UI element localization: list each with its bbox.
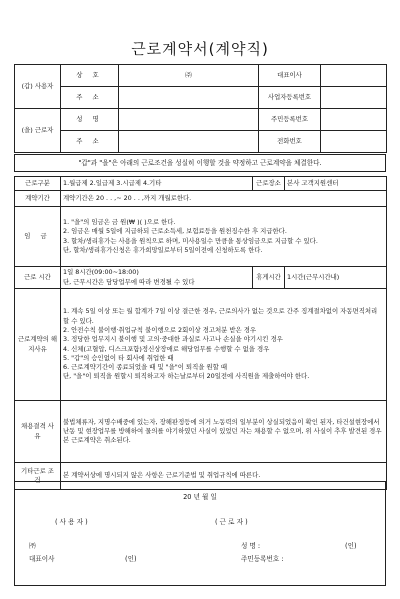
wage-line: 1. "을"의 임금은 금 원(₩ )( )으로 한다. [63,217,176,226]
party-b-phone-value[interactable] [321,131,387,153]
party-b-address-value[interactable] [119,131,259,153]
party-a-bizno-label: 사업자등록번호 [259,87,321,109]
termination-terms [61,289,387,401]
work-place-label: 근로장소 [253,177,285,191]
wage-line: 2. 임금은 매월 5일에 지급하되 근로소득세, 보험료등을 원천징수한 후 지급한다. [63,227,287,236]
party-b-section: (을) 근로자 [15,109,61,153]
disqualification-label: 채용결격 사 유 [15,401,61,463]
wage-label: 임 금 [15,207,61,267]
other-terms-label: 기타근로 조 건 [15,463,61,490]
employer-seal: (인) [125,555,137,563]
signature-date[interactable]: 20 년 월 일 [183,493,217,501]
party-b-address-label: 주 소 [61,131,119,153]
break-value: 1시간(근무시간내) [285,267,387,289]
party-a-bizno-value[interactable] [321,87,387,109]
break-label: 휴게시간 [253,267,285,289]
party-a-rep-value[interactable] [321,65,387,87]
party-b-id-label: 주민등록번호 [259,109,321,131]
employee-id-label: 주민등록번호 : [241,555,284,563]
termination-line: 5. "갑"의 승인없이 타 회사에 취업한 때 [63,353,174,362]
party-a-company-label: 상 호 [61,65,119,87]
hours-terms [61,267,253,289]
termination-line: 2. 안전수칙 불이행·취업규칙 불이행으로 2회이상 경고처분 받은 경우 [63,325,257,334]
termination-line: 4. 신체(고혈압, 디스크포함)정신상장애로 해당업무를 수행할 수 없을 경우 [63,344,270,353]
employer-company[interactable]: ㈜ [29,542,36,550]
period-value[interactable]: 계약기간은 20 . . ,~ 20 . . ,까지 개월로한다. [61,191,387,207]
termination-line: 6. 근로계약기간이 종료되었을 때 및 "을"이 퇴직을 원할 때 [63,363,228,372]
party-a-rep-label: 대표이사 [259,65,321,87]
signature-block [14,481,386,586]
party-a-section: (갑) 사용자 [15,65,61,109]
party-b-id-value[interactable] [321,109,387,131]
termination-label: 근로계약의 해지사유 [15,289,61,401]
terms-table [14,176,387,490]
termination-line: 3. 정당한 업무지시 불이행 및 고의·중대한 과실로 사고나 손실을 야기시킨 경우 [63,335,283,344]
party-a-address-label: 주 소 [61,87,119,109]
hours-label: 근로 시간 [15,267,61,289]
work-type-label: 근로구분 [15,177,61,191]
wage-terms [61,207,387,267]
party-b-name-value[interactable] [119,109,259,131]
party-b-name-label: 성 명 [61,109,119,131]
hours-line: 1일 8시간(09:00~18:00) [63,268,139,277]
period-label: 계약기간 [15,191,61,207]
employer-heading: ( 사 용 자 ) [55,518,88,526]
termination-line: 단, "을"이 퇴직을 원할시 퇴직하고자 하는날로부터 20일전에 사직원을 제출하여야 한다. [63,372,310,381]
wage-line: 3. 할차/생리휴가는 사용을 원칙으로 하며, 미사용일수 만큼을 통상임금으로 지급할 수 있다. [63,236,318,245]
party-table [14,64,387,153]
document-title: 근로계약서(계약직) [131,40,269,58]
employee-seal: (인) [345,542,357,550]
disqualification-text: 불법체류자, 지명수배중에 있는자, 장해판정등에 의거 노동력의 일부분이 상실되었음이 확인 된자, 타건설현장에서 난동 및 현장업무를 방해하여 물의를 야기하였던 사실이 있었던 자는 채용할 수 없으며, 위 사실이 추후 발견된 경우 본 근로계약은 취소된다. [61,401,387,463]
termination-line: 1. 계속 5일 이상 또는 월 합계가 7일 이상 결근한 경우, 근로의사가 없는 것으로 간주 징계절차없이 자동면직처리 할 수 있다. [63,307,378,325]
employee-heading: ( 근 로 자 ) [215,518,248,526]
wage-line: 단, 할차/생리휴가신청은 휴가희망일로부터 5일이전에 신청하도록 한다. [63,245,263,254]
hours-line: 단, 근무시간은 담당업무에 따라 변경될 수 있다 [63,277,195,286]
other-terms-text: 본 계약서상에 명시되지 않은 사항은 근로기준법 및 취업규칙에 따른다. [61,463,387,490]
party-b-phone-label: 전화번호 [259,131,321,153]
work-type-value[interactable]: 1.월급제 2.일급제 3.시급제 4.기타 [61,177,253,191]
party-a-address-value[interactable] [119,87,259,109]
work-place-value[interactable]: 본사 고객지원센터 [285,177,387,191]
party-a-company-value[interactable]: ㈜ [119,65,259,87]
employer-rep-label: 대표이사 [29,555,55,563]
employee-name-label: 성 명 : [241,542,261,550]
agreement-notice: "갑"과 "을"은 아래의 근로조건을 성실히 이행할 것을 약정하고 근로계약을 체결한다. [14,154,386,172]
